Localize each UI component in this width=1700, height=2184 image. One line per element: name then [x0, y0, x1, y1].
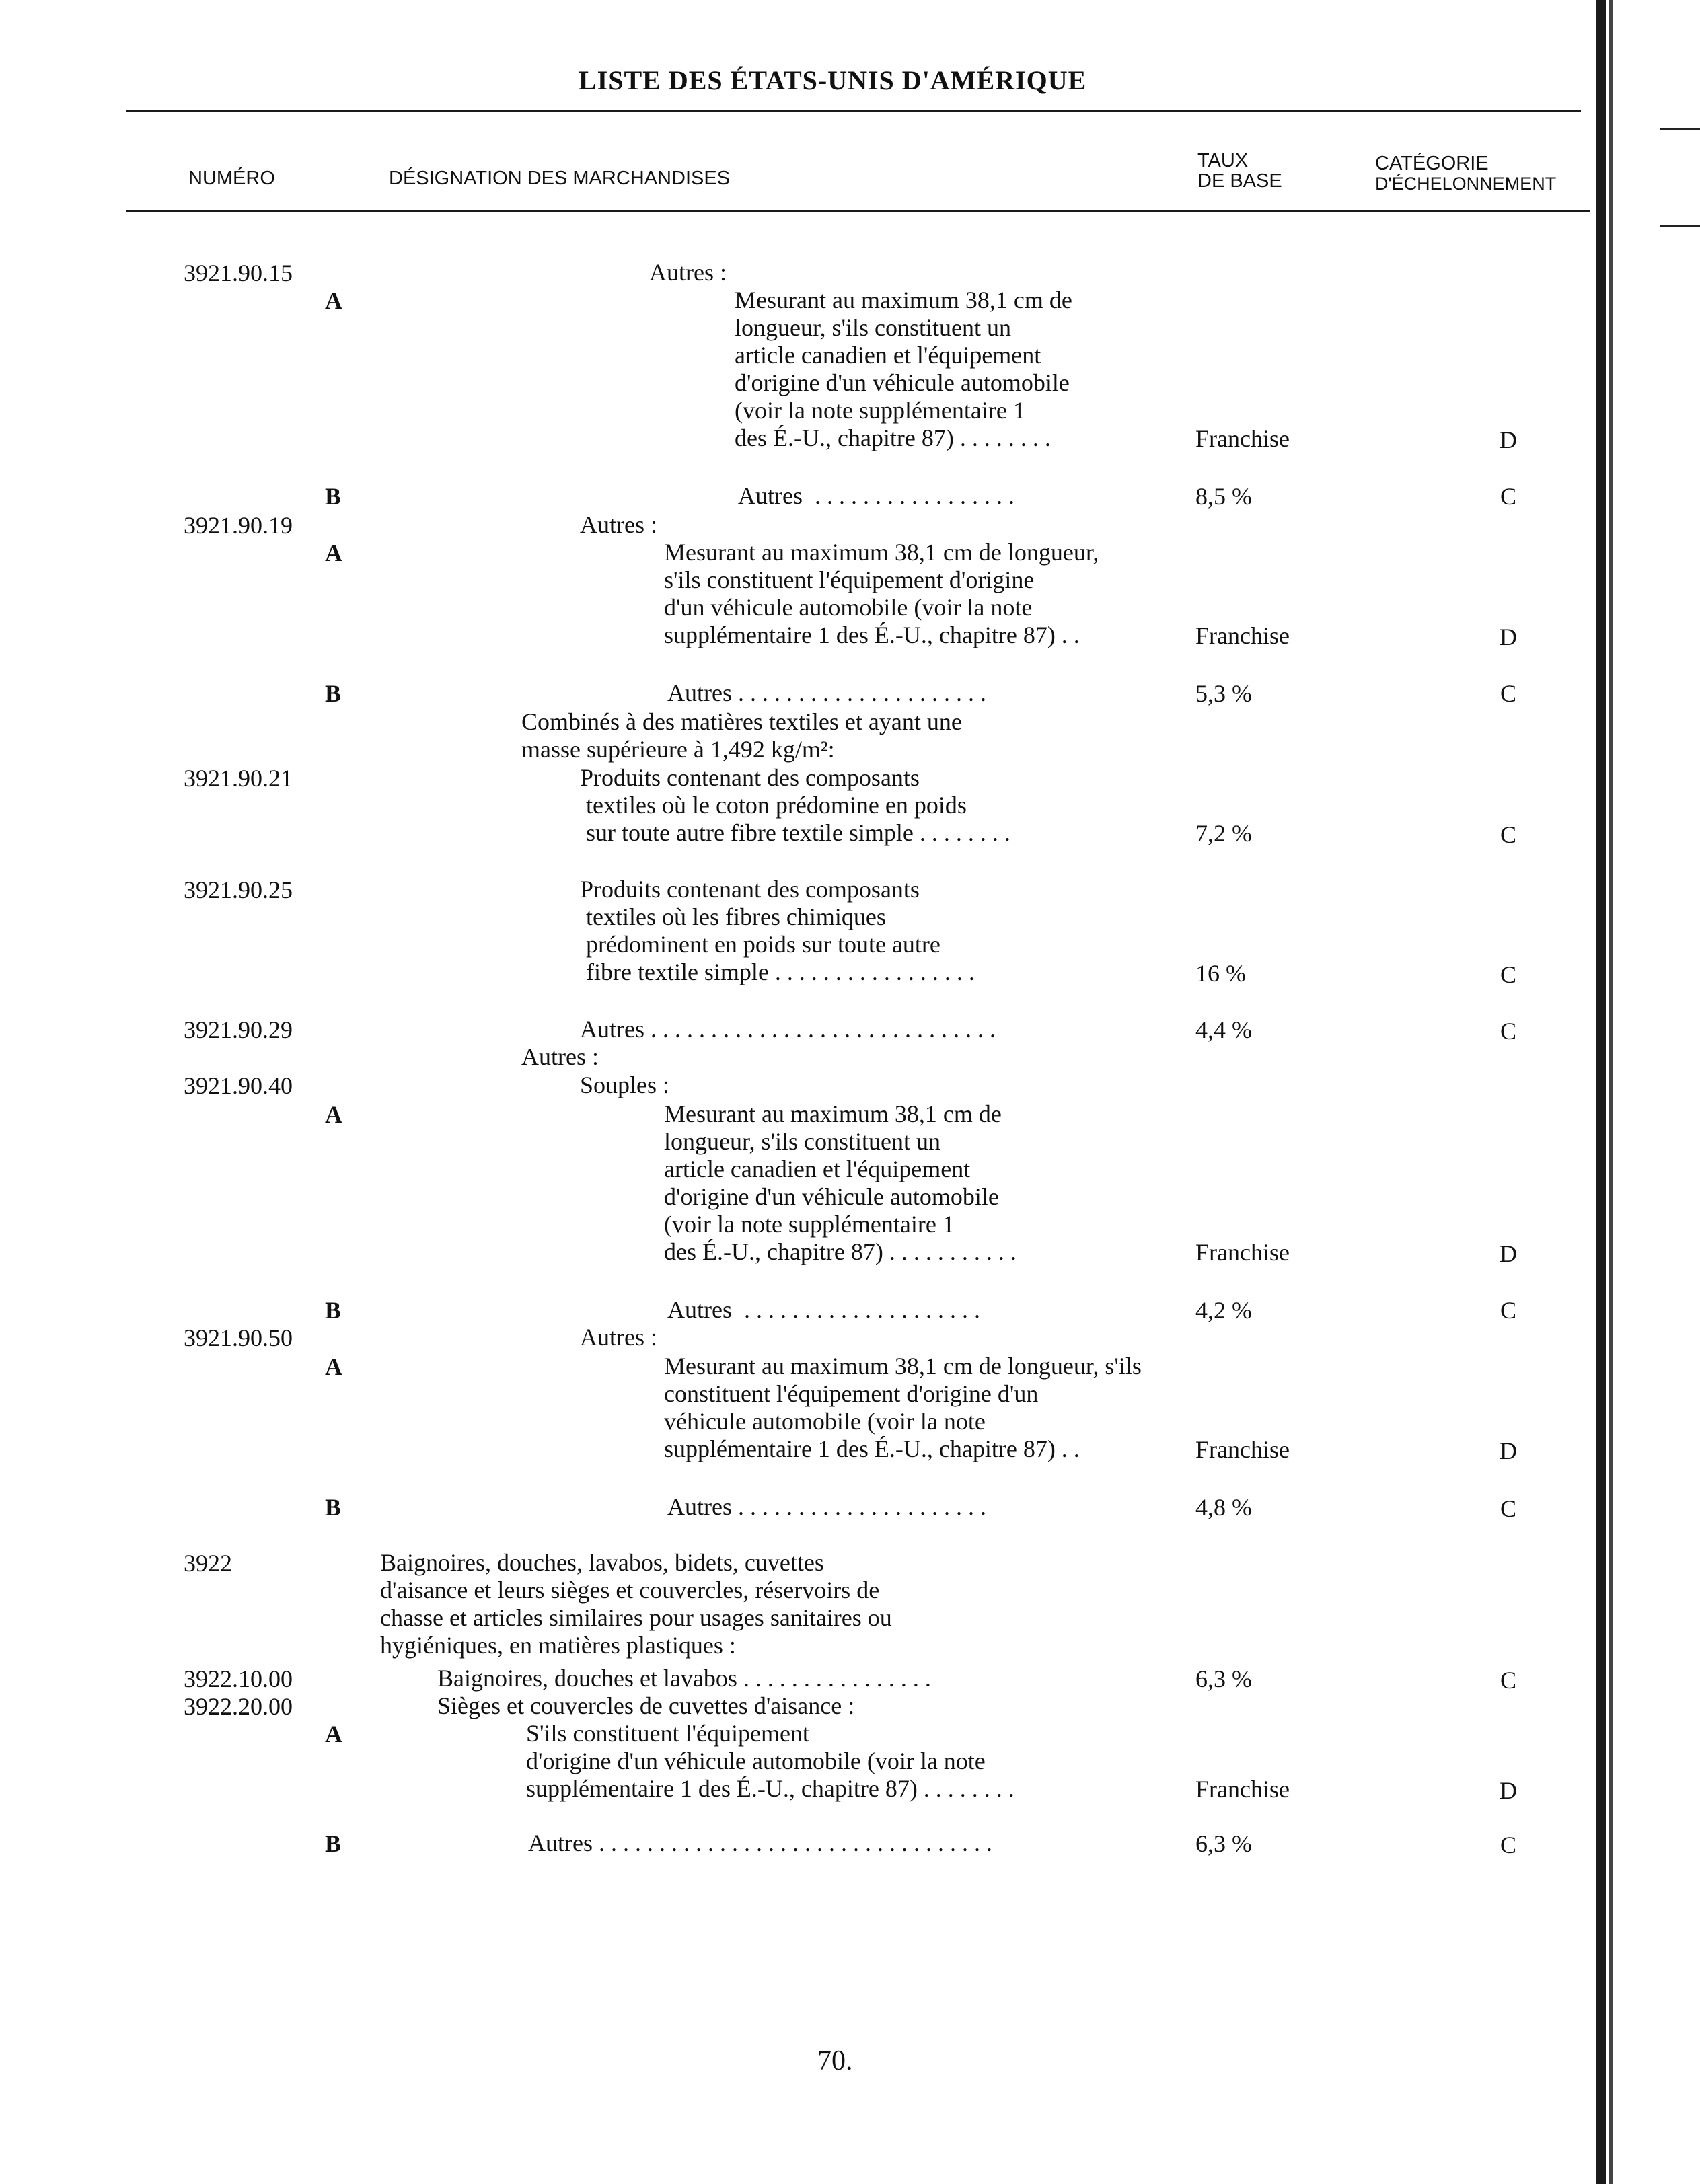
staging-category: C [1500, 1297, 1516, 1324]
staging-category: C [1500, 961, 1516, 988]
staging-category: D [1500, 1240, 1517, 1267]
sub-marker: A [325, 539, 342, 566]
tariff-code: 3921.90.21 [184, 765, 293, 792]
staging-category: C [1500, 1667, 1516, 1694]
description: Autres . . . . . . . . . . . . . . . . . . . . . [667, 679, 986, 706]
description: Mesurant au maximum 38,1 cm de longueur, s'ils constituent l'équipement d'origine d'un véhicule automobile (voir la note supplémentaire 1 des É.-U., chapitre 87) . . [664, 1353, 1142, 1462]
base-rate: Franchise [1195, 1776, 1290, 1803]
header-designation: DÉSIGNATION DES MARCHANDISES [389, 167, 731, 189]
base-rate: Franchise [1195, 1239, 1290, 1266]
description: Baignoires, douches et lavabos . . . . . . . . . . . . . . . . [437, 1665, 931, 1692]
base-rate: 6,3 % [1195, 1830, 1252, 1857]
staging-category: C [1500, 821, 1516, 848]
base-rate: 4,8 % [1195, 1494, 1252, 1521]
base-rate: Franchise [1195, 1436, 1290, 1463]
header-rule-top [126, 110, 1581, 112]
staging-category: C [1500, 1495, 1516, 1522]
sub-marker: B [325, 1494, 342, 1521]
page-number: 70. [817, 2045, 853, 2076]
sub-marker: A [325, 1101, 342, 1128]
description: Mesurant au maximum 38,1 cm de longueur, s'ils constituent un article canadien et l'équipement d'origine d'un véhicule automobile (voir la note supplémentaire 1 des É.-U., chapitre 87) . . . . . . . . . . . [664, 1100, 1017, 1265]
description: Autres . . . . . . . . . . . . . . . . . . . . . . . . . . . . . . . . . [528, 1830, 992, 1856]
sub-marker: A [325, 1721, 342, 1747]
base-rate: 8,5 % [1195, 483, 1252, 510]
base-rate: Franchise [1195, 425, 1290, 452]
description: Autres . . . . . . . . . . . . . . . . . . . . . [667, 1493, 986, 1520]
description: S'ils constituent l'équipement d'origine d'un véhicule automobile (voir la note supplémentaire 1 des É.-U., chapitre 87) . . . . . . . . [526, 1720, 1014, 1802]
tariff-code: 3921.90.25 [184, 876, 293, 903]
tariff-code: 3921.90.40 [184, 1072, 293, 1099]
description: Autres . . . . . . . . . . . . . . . . . [738, 482, 1014, 509]
margin-mark [1660, 225, 1700, 227]
sub-marker: B [325, 483, 342, 510]
description: Baignoires, douches, lavabos, bidets, cuvettes d'aisance et leurs sièges et couvercles, réservoirs de chasse et articles similaires pour usages sanitaires ou hygiéniques, en matières plastiques : [380, 1549, 892, 1659]
tariff-code: 3922 [184, 1550, 232, 1577]
sub-marker: B [325, 1830, 342, 1857]
base-rate: 5,3 % [1195, 680, 1252, 707]
staging-category: C [1500, 1018, 1516, 1045]
sub-marker: B [325, 1297, 342, 1324]
scan-edge-bar [1596, 0, 1606, 2184]
tariff-code: 3921.90.50 [184, 1324, 293, 1351]
description: Sièges et couvercles de cuvettes d'aisance : [437, 1692, 855, 1719]
description: Autres : [580, 511, 657, 538]
tariff-code: 3922.10.00 [184, 1665, 293, 1692]
staging-category: D [1500, 426, 1517, 453]
description: Autres : [580, 1324, 657, 1351]
description: Produits contenant des composants textiles où le coton prédomine en poids sur toute autre fibre textile simple . . . . . . . . [580, 764, 1010, 846]
tariff-code: 3921.90.15 [184, 260, 293, 287]
header-categorie-line2: D'ÉCHELONNEMENT [1375, 174, 1557, 194]
staging-category: D [1500, 1437, 1517, 1464]
staging-category: C [1500, 483, 1516, 510]
base-rate: 16 % [1195, 960, 1246, 987]
header-rule-bottom [126, 210, 1590, 212]
base-rate: 7,2 % [1195, 820, 1252, 847]
description: Mesurant au maximum 38,1 cm de longueur, s'ils constituent l'équipement d'origine d'un véhicule automobile (voir la note supplémentaire 1 des É.-U., chapitre 87) . . [664, 539, 1099, 648]
tariff-code: 3921.90.19 [184, 512, 293, 539]
base-rate: 6,3 % [1195, 1665, 1252, 1692]
staging-category: D [1500, 624, 1517, 650]
staging-category: C [1500, 1832, 1516, 1858]
header-numero: NUMÉRO [188, 167, 275, 189]
base-rate: Franchise [1195, 622, 1290, 649]
sub-marker: A [325, 1353, 342, 1380]
sub-marker: A [325, 287, 342, 314]
header-categorie-line1: CATÉGORIE [1375, 153, 1489, 174]
margin-mark [1660, 128, 1700, 130]
staging-category: D [1500, 1777, 1517, 1804]
sub-marker: B [325, 680, 342, 707]
base-rate: 4,4 % [1195, 1016, 1252, 1043]
description: Souples : [580, 1071, 670, 1098]
description: Mesurant au maximum 38,1 cm de longueur, s'ils constituent un article canadien et l'équipement d'origine d'un véhicule automobile (voir la note supplémentaire 1 des É.-U., chapitre 87) . . . . . . . . [735, 287, 1072, 451]
description: Combinés à des matières textiles et ayant une masse supérieure à 1,492 kg/m²: [521, 708, 962, 763]
tariff-code: 3921.90.29 [184, 1016, 293, 1043]
description: Autres . . . . . . . . . . . . . . . . . . . . . . . . . . . . . [580, 1016, 996, 1043]
description: Autres . . . . . . . . . . . . . . . . . . . . [667, 1296, 980, 1323]
header-taux-line2: DE BASE [1197, 170, 1282, 192]
staging-category: C [1500, 680, 1516, 707]
scan-edge-bar-thin [1609, 0, 1613, 2184]
description: Produits contenant des composants textiles où les fibres chimiques prédominent en poids sur toute autre fibre textile simple . . . . . . . . . . . . . . . . . [580, 876, 975, 985]
description: Autres : [649, 259, 727, 286]
description: Autres : [521, 1043, 599, 1070]
tariff-code: 3922.20.00 [184, 1693, 293, 1720]
base-rate: 4,2 % [1195, 1297, 1252, 1324]
header-taux-line1: TAUX [1197, 150, 1249, 172]
